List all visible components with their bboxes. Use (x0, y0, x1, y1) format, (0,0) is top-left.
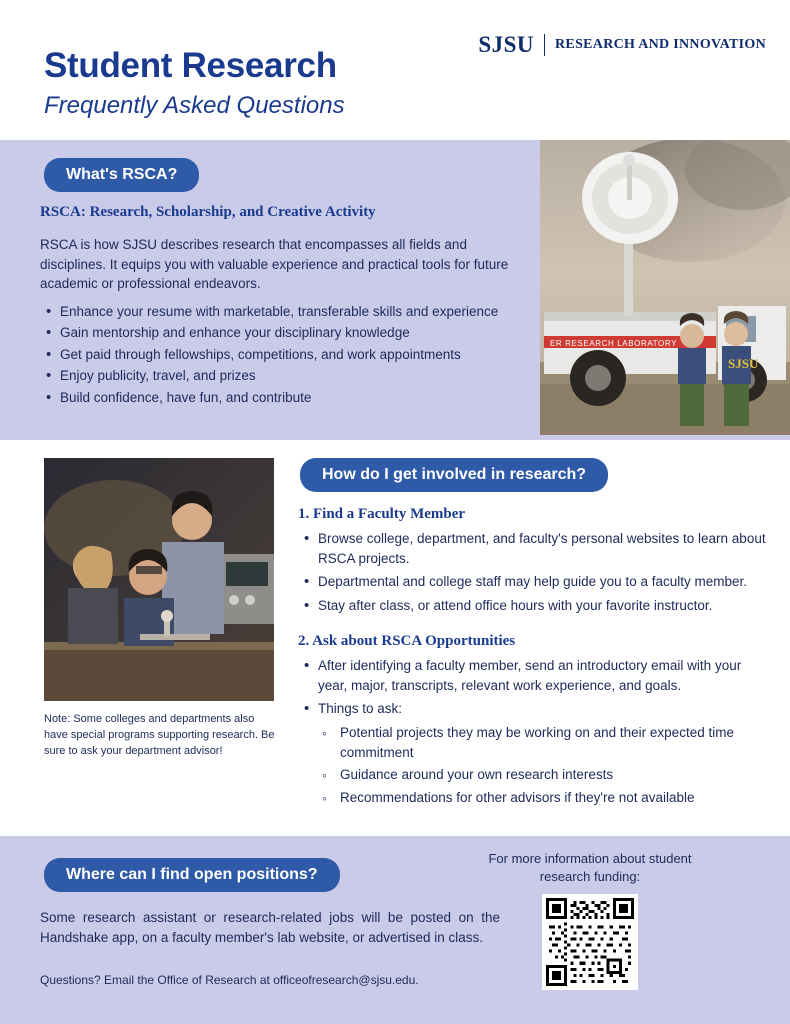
whats-rsca-heading-pill-wrap (44, 158, 199, 192)
open-positions-body (40, 908, 500, 989)
brand-unit-label: RESEARCH AND INNOVATION (555, 37, 766, 52)
list-item: • Stay after class, or attend office hours with your favorite instructor. (298, 596, 766, 616)
section-spacer (298, 619, 766, 633)
qr-info-block (480, 850, 700, 990)
svg-text:ER RESEARCH LABORATORY: ER RESEARCH LABORATORY (550, 339, 678, 348)
list-item: ◦ Guidance around your own research interests (318, 765, 766, 785)
open-positions-heading-pill: Where can I find open positions? (44, 858, 340, 892)
list-item-label: Things to ask: (318, 701, 403, 717)
step-2-heading: 2. Ask about RSCA Opportunities (298, 633, 516, 650)
whats-rsca-heading-pill: What's RSCA? (44, 158, 199, 192)
list-item: • Enhance your resume with marketable, transferable skills and experience (40, 302, 520, 322)
title-block (44, 48, 345, 120)
satellite-dish-truck-students-photo (540, 140, 790, 435)
page-header (0, 0, 790, 140)
page-subtitle: Frequently Asked Questions (44, 91, 345, 119)
list-item: • Build confidence, have fun, and contribute (40, 388, 520, 408)
whats-rsca-body (40, 204, 520, 410)
step-1-list (298, 529, 766, 615)
list-item: • Gain mentorship and enhance your disciplinary knowledge (40, 323, 520, 343)
step-1-heading: 1. Find a Faculty Member (298, 506, 466, 522)
contact-email-line: Questions? Email the Office of Research at officeofresearch@sjsu.edu. (40, 972, 419, 987)
qr-caption: For more information about student research funding: (488, 851, 692, 885)
get-involved-heading-pill: How do I get involved in research? (300, 458, 608, 492)
section-open-positions (0, 836, 790, 1024)
step-2-sublist (318, 723, 766, 807)
brand-divider (544, 34, 545, 56)
list-item: • Departmental and college staff may help guide you to a faculty member. (298, 572, 766, 592)
qr-code[interactable] (542, 894, 638, 990)
svg-text:SJSU: SJSU (728, 356, 759, 371)
sjsu-wordmark: SJSU (478, 32, 535, 57)
step-2-list (298, 656, 766, 807)
open-positions-heading-pill-wrap (44, 858, 340, 892)
list-item (298, 699, 766, 807)
list-item: • After identifying a faculty member, send an introductory email with your year, major, transcripts, relevant work experience, and goals. (298, 656, 766, 695)
section-whats-rsca (0, 140, 790, 440)
page-title: Student Research (44, 46, 337, 85)
rsca-definition-heading: RSCA: Research, Scholarship, and Creative Activity (40, 204, 376, 220)
students-in-lab-with-professor-photo (44, 458, 274, 701)
department-programs-note: Note: Some colleges and departments also have special programs supporting research. Be sure to ask your department advisor! (44, 713, 275, 757)
list-item: ◦ Recommendations for other advisors if they're not available (318, 788, 766, 808)
list-item: • Get paid through fellowships, competitions, and work appointments (40, 345, 520, 365)
get-involved-body (298, 506, 766, 811)
rsca-paragraph: RSCA is how SJSU describes research that encompasses all fields and disciplines. It equips you with valuable experience and practical tools for future academic or professional endeavors. (40, 237, 509, 292)
rsca-benefits-list (40, 302, 520, 408)
sjsu-brand-lockup (478, 32, 766, 58)
list-item: • Browse college, department, and faculty's personal websites to learn about RSCA projects. (298, 529, 766, 568)
section-get-involved (0, 440, 790, 836)
list-item: ◦ Potential projects they may be working on and their expected time commitment (318, 723, 766, 762)
list-item: • Enjoy publicity, travel, and prizes (40, 366, 520, 386)
get-involved-heading-pill-wrap (300, 458, 608, 492)
open-positions-paragraph: Some research assistant or research-related jobs will be posted on the Handshake app, on a faculty member's lab website, or advertised in class. (40, 910, 500, 946)
